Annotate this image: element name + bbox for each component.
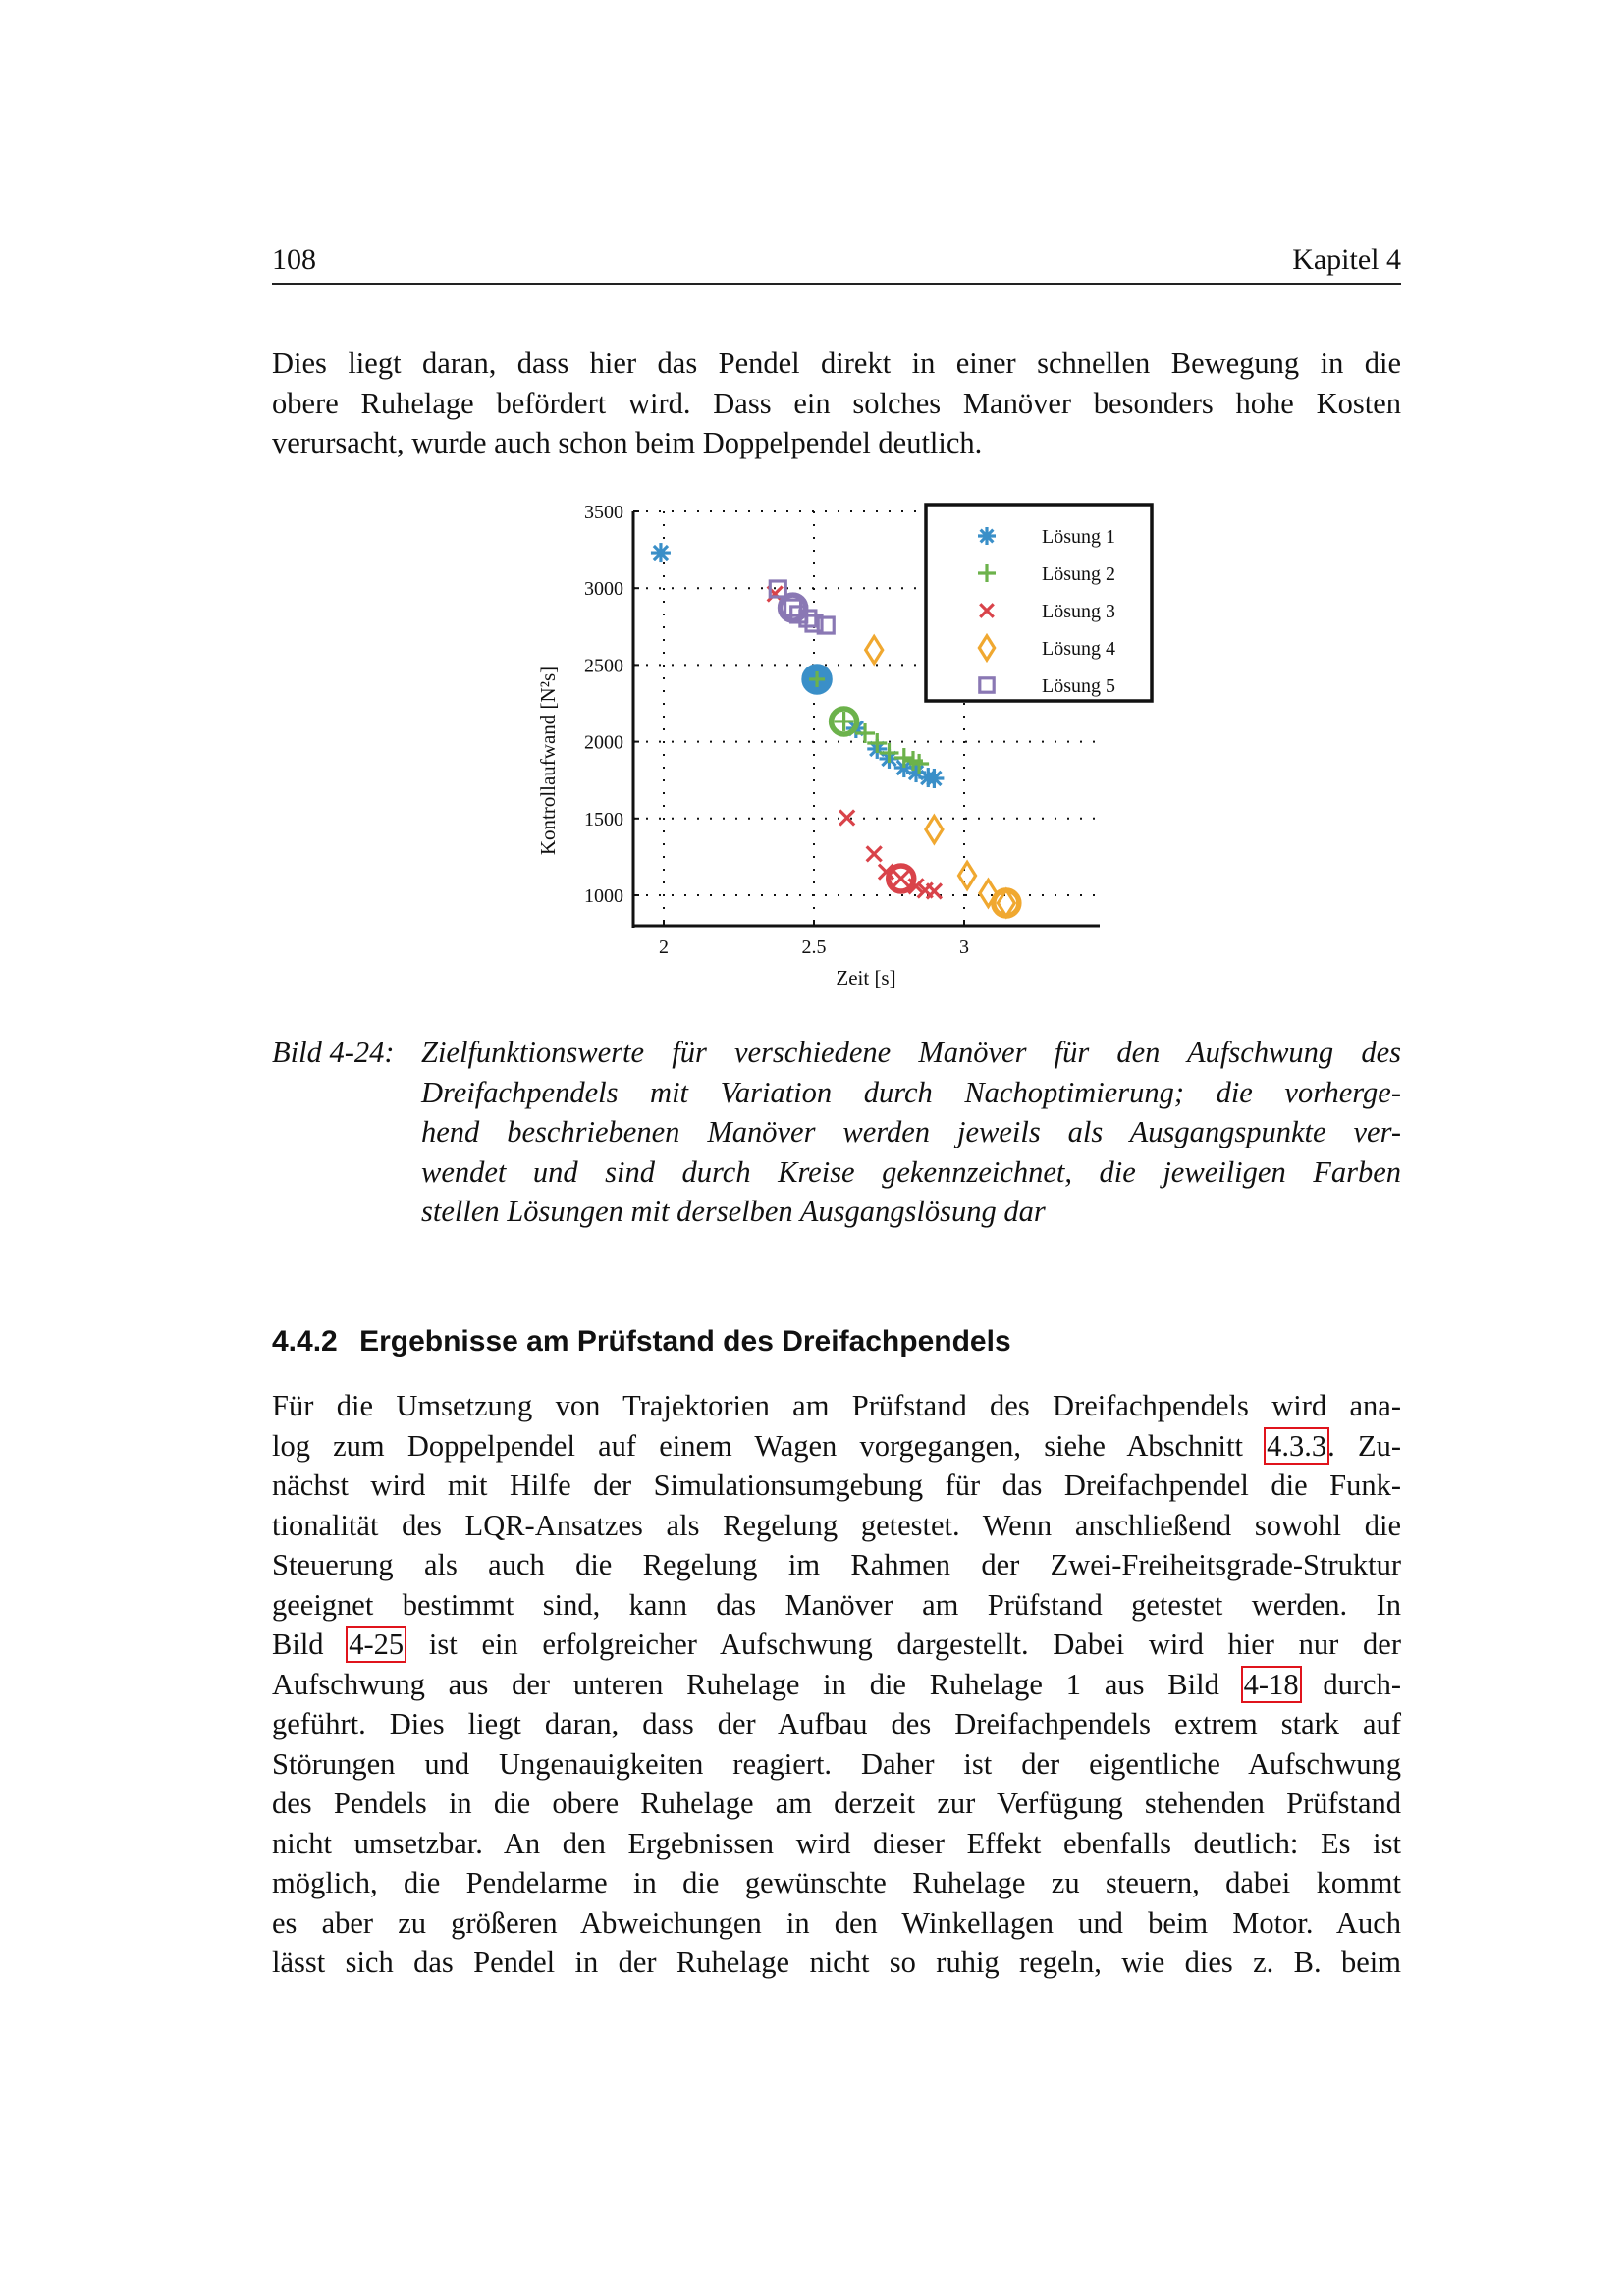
legend-label: Lösung 3 (1042, 601, 1115, 622)
text-line: Bild 4-25 ist ein erfolgreicher Aufschwung dargestellt. Dabei wird hier nur der (272, 1628, 1401, 1661)
legend-label: Lösung 4 (1042, 638, 1115, 660)
caption-text (421, 1033, 1401, 1232)
x-marker (867, 846, 882, 861)
x-marker (893, 871, 908, 885)
text-line: Störungen und Ungenauigkeiten reagiert. Daher ist der eigentliche Aufschwung (272, 1746, 1401, 1781)
legend-label: Lösung 1 (1042, 526, 1115, 548)
scatter-chart (520, 491, 1188, 1001)
figure-caption (272, 1033, 1401, 1232)
text-line: Dies liegt daran, dass hier das Pendel direkt in einer schnellen Bewegung in die (272, 347, 1401, 380)
chapter-label: Kapitel 4 (1292, 243, 1401, 276)
asterisk-marker (924, 769, 944, 788)
caption-line: hend beschriebenen Manöver werden jeweils als Ausgangspunkte ver- (421, 1115, 1401, 1148)
x-tick-label: 2 (659, 936, 669, 958)
y-tick-label: 2000 (584, 731, 623, 754)
y-tick-label: 3500 (584, 502, 623, 523)
text-line: nächst wird mit Hilfe der Simulationsumgebung für das Dreifachpendel die Funk- (272, 1468, 1401, 1502)
x-tick-label: 2.5 (801, 936, 827, 958)
cross-reference-link[interactable]: 4.3.3 (1267, 1428, 1327, 1463)
x-tick-label: 3 (959, 936, 969, 958)
text-line: geeignet bestimmt sind, kann das Manöver am Prüfstand getestet werden. In (272, 1587, 1401, 1622)
y-tick-label: 1500 (584, 808, 623, 830)
body-paragraph (272, 1386, 1401, 1983)
text-line: nicht umsetzbar. An den Ergebnissen wird dieser Effekt ebenfalls deutlich: Es ist (272, 1826, 1401, 1860)
y-axis-label: Kontrollaufwand [N²s] (536, 666, 560, 856)
figure-label: Bild 4-24: (272, 1036, 395, 1069)
asterisk-marker (978, 527, 996, 545)
text-line: lässt sich das Pendel in der Ruhelage nicht so ruhig regeln, wie dies z. B. beim (272, 1946, 1401, 1979)
page-header (272, 243, 1401, 285)
y-tick-label: 2500 (584, 655, 623, 677)
text-line: geführt. Dies liegt daran, dass der Aufbau des Dreifachpendels extrem stark auf (272, 1707, 1401, 1740)
section-number: 4.4.2 (272, 1325, 338, 1358)
asterisk-marker (651, 543, 671, 562)
diamond-marker (866, 637, 883, 664)
legend-label: Lösung 2 (1042, 563, 1115, 585)
legend-box (926, 505, 1152, 701)
text-line: des Pendels in die obere Ruhelage am derzeit zur Verfügung stehenden Prüfstand (272, 1787, 1401, 1820)
chart-legend (926, 505, 1152, 701)
diamond-marker (959, 862, 976, 888)
caption-line: wendet und sind durch Kreise gekennzeichnet, die jeweiligen Farben (421, 1154, 1401, 1189)
section-title: Ergebnisse am Prüfstand des Dreifachpendels (359, 1325, 1011, 1358)
caption-line: stellen Lösungen mit derselben Ausgangslösung dar (421, 1195, 1046, 1228)
page-number: 108 (272, 243, 316, 276)
section-heading (272, 1325, 1011, 1359)
intro-paragraph (272, 344, 1401, 463)
text-line: verursacht, wurde auch schon beim Doppelpendel deutlich. (272, 426, 983, 459)
cross-reference-link[interactable]: 4-18 (1243, 1667, 1299, 1701)
text-line: Aufschwung aus der unteren Ruhelage in die Ruhelage 1 aus Bild 4-18 durch- (272, 1667, 1401, 1701)
caption-line: Zielfunktionswerte für verschiedene Manöver für den Aufschwung des (421, 1036, 1401, 1069)
text-line: log zum Doppelpendel auf einem Wagen vorgegangen, siehe Abschnitt 4.3.3. Zu- (272, 1428, 1401, 1463)
cross-reference-link[interactable]: 4-25 (349, 1628, 405, 1661)
diamond-marker (926, 817, 943, 843)
caption-line: Dreifachpendels mit Variation durch Nachoptimierung; die vorherge- (421, 1075, 1401, 1109)
legend-label: Lösung 5 (1042, 675, 1115, 697)
series-lösung-1 (651, 543, 944, 788)
text-line: möglich, die Pendelarme in die gewünschte Ruhelage zu steuern, dabei kommt (272, 1866, 1401, 1899)
text-line: es aber zu größeren Abweichungen in den Winkellagen und beim Motor. Auch (272, 1905, 1401, 1940)
text-line: Steuerung als auch die Regelung im Rahmen der Zwei-Freiheitsgrade-Struktur (272, 1548, 1401, 1581)
text-line: Für die Umsetzung von Trajektorien am Prüfstand des Dreifachpendels wird ana- (272, 1389, 1401, 1422)
x-marker (927, 883, 942, 898)
y-tick-label: 1000 (584, 885, 623, 907)
y-tick-label: 3000 (584, 578, 623, 601)
text-line: tionalität des LQR-Ansatzes als Regelung getestet. Wenn anschließend sowohl die (272, 1508, 1401, 1542)
x-axis-label: Zeit [s] (836, 966, 896, 989)
chart-canvas (520, 491, 1188, 1001)
text-line: obere Ruhelage befördert wird. Dass ein solches Manöver besonders hohe Kosten (272, 386, 1401, 420)
